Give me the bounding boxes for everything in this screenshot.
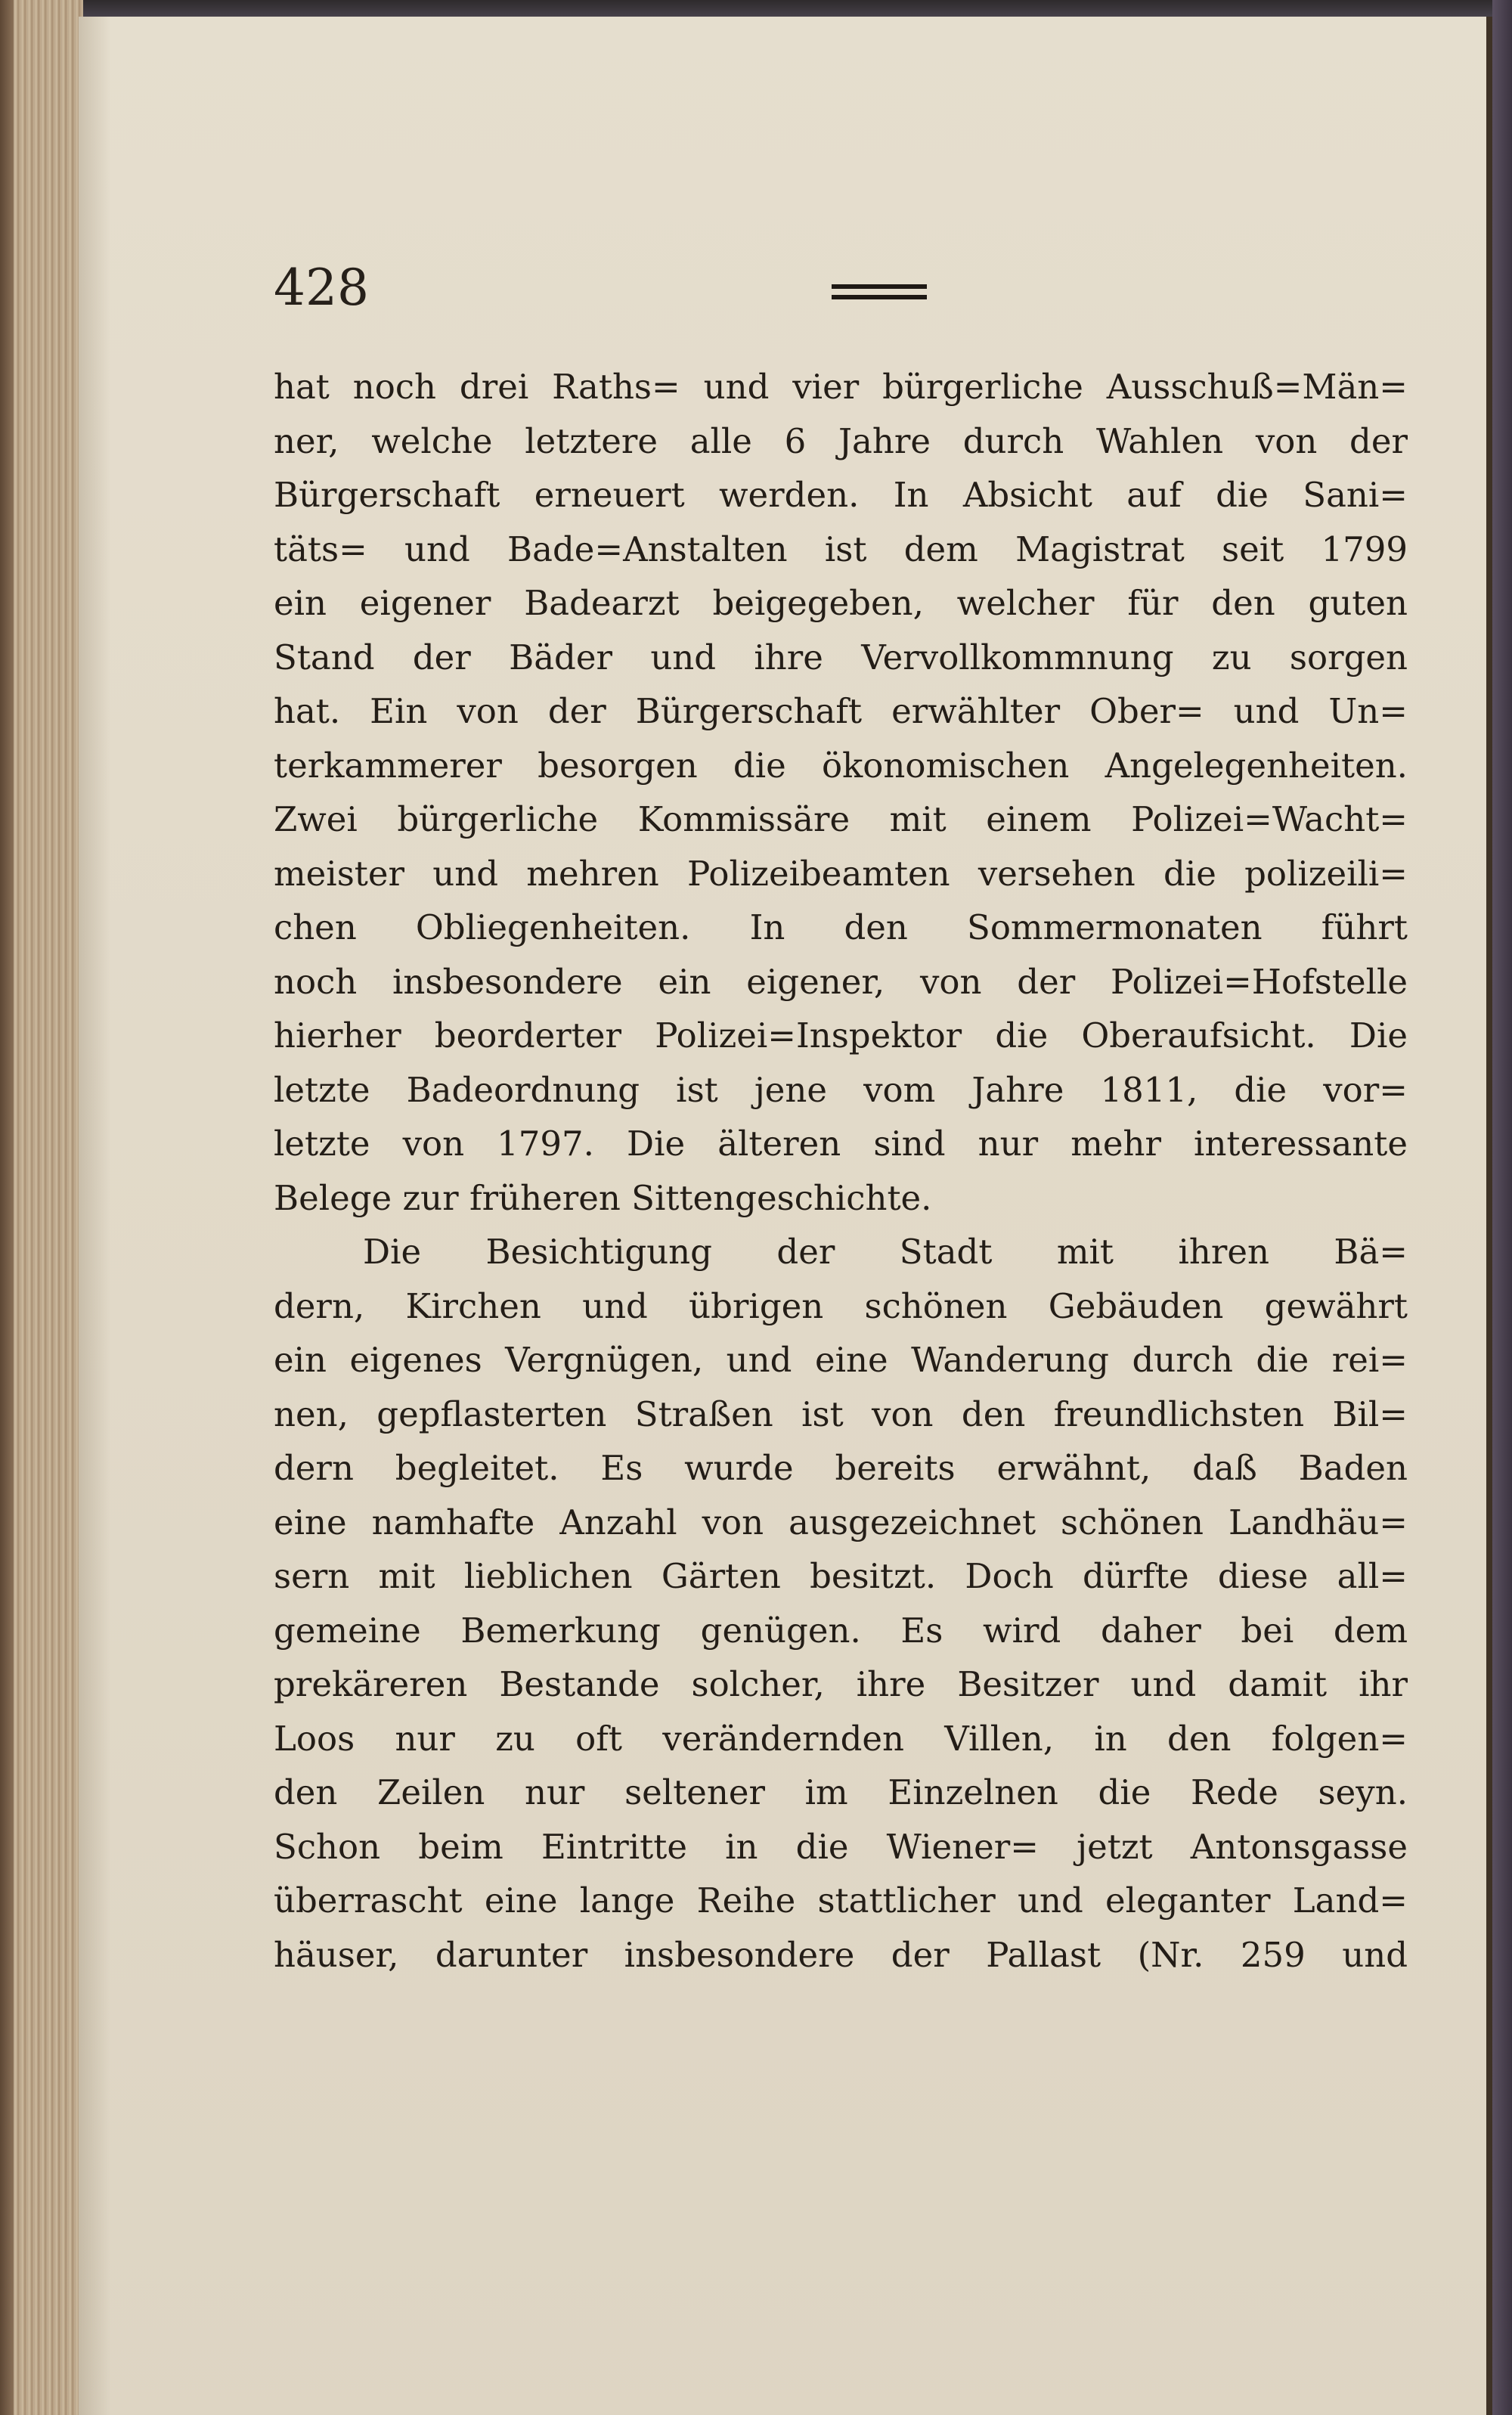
- header-rule: [832, 284, 927, 305]
- binding-shadow: [0, 0, 14, 2415]
- body-text: [274, 360, 1408, 1982]
- text-line: chen Obliegenheiten. In den Sommermonaten führt: [274, 907, 1408, 947]
- text-line: Belege zur früheren Sittengeschichte.: [274, 1177, 932, 1218]
- header-rule-line: [832, 284, 927, 289]
- text-line: häuser, darunter insbesondere der Pallast (Nr. 259 und: [274, 1934, 1408, 1975]
- text-line: überrascht eine lange Reihe stattlicher und eleganter Land=: [274, 1880, 1408, 1921]
- text-line: letzte von 1797. Die älteren sind nur mehr interessante: [274, 1124, 1408, 1164]
- cover-board-right: [1492, 0, 1512, 2415]
- text-line: prekäreren Bestande solcher, ihre Besitzer und damit ihr: [274, 1664, 1408, 1704]
- text-line: nen, gepflasterten Straßen ist von den freundlichsten Bil=: [274, 1394, 1408, 1434]
- text-line: ner, welche letztere alle 6 Jahre durch Wahlen von der: [274, 420, 1408, 461]
- header-rule-line: [832, 295, 927, 299]
- text-line: dern, Kirchen und übrigen schönen Gebäuden gewährt: [274, 1285, 1408, 1326]
- text-line: terkammerer besorgen die ökonomischen Angelegenheiten.: [274, 745, 1408, 786]
- text-line: ein eigenes Vergnügen, und eine Wanderung durch die rei=: [274, 1340, 1408, 1380]
- text-line: noch insbesondere ein eigener, von der Polizei=Hofstelle: [274, 961, 1408, 1002]
- text-line: hat. Ein von der Bürgerschaft erwählter Ober= und Un=: [274, 691, 1408, 731]
- text-line: Stand der Bäder und ihre Vervollkommnung zu sorgen: [274, 637, 1408, 677]
- text-line: ein eigener Badearzt beigegeben, welcher für den guten: [274, 583, 1408, 623]
- text-line: täts= und Bade=Anstalten ist dem Magistrat seit 1799: [274, 529, 1408, 569]
- text-line: eine namhafte Anzahl von ausgezeichnet schönen Landhäu=: [274, 1502, 1408, 1542]
- text-line: Die Besichtigung der Stadt mit ihren Bä=: [363, 1232, 1408, 1272]
- text-line: meister und mehren Polizeibeamten versehen die polizeili=: [274, 853, 1408, 894]
- text-line: Loos nur zu oft verändernden Villen, in den folgen=: [274, 1718, 1408, 1759]
- text-line: gemeine Bemerkung genügen. Es wird daher bei dem: [274, 1610, 1408, 1651]
- page-header: [274, 250, 1408, 333]
- cover-board-top: [0, 0, 1512, 17]
- text-line: hierher beorderter Polizei=Inspektor die Oberaufsicht. Die: [274, 1015, 1408, 1056]
- text-line: Zwei bürgerliche Kommissäre mit einem Polizei=Wacht=: [274, 799, 1408, 839]
- text-line: den Zeilen nur seltener im Einzelnen die Rede seyn.: [274, 1772, 1408, 1812]
- text-line: letzte Badeordnung ist jene vom Jahre 1811, die vor=: [274, 1069, 1408, 1110]
- text-line: dern begleitet. Es wurde bereits erwähnt, daß Baden: [274, 1448, 1408, 1488]
- page-number: 428: [274, 259, 369, 317]
- text-line: Schon beim Eintritte in die Wiener= jetzt Antonsgasse: [274, 1826, 1408, 1867]
- text-line: Bürgerschaft erneuert werden. In Absicht auf die Sani=: [274, 475, 1408, 515]
- text-line: hat noch drei Raths= und vier bürgerliche Ausschuß=Män=: [274, 367, 1408, 407]
- text-line: sern mit lieblichen Gärten besitzt. Doch dürfte diese all=: [274, 1556, 1408, 1596]
